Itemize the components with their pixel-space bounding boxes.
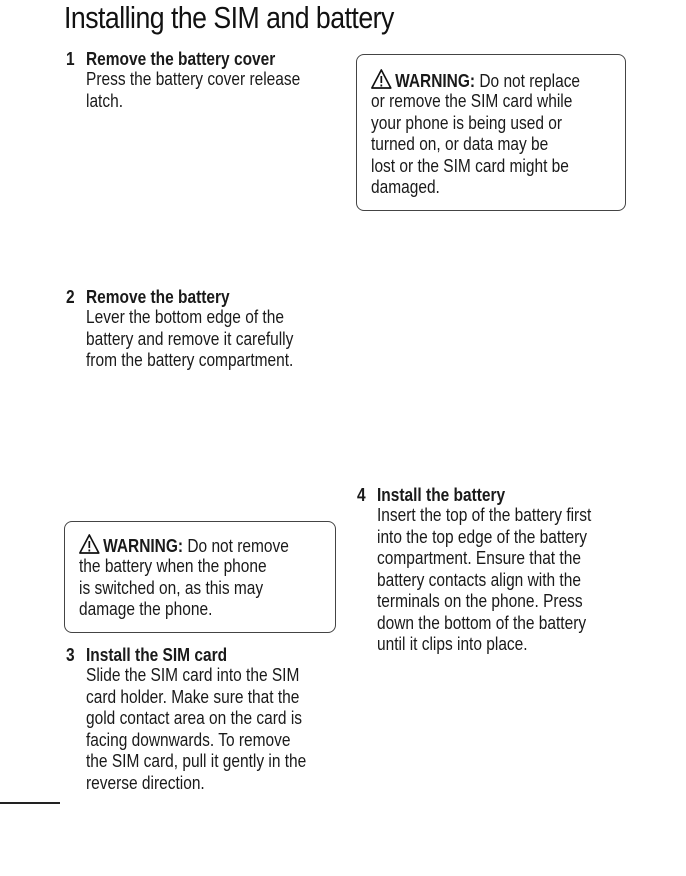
step-text-line: latch.: [86, 90, 124, 111]
step-text-line: the SIM card, pull it gently in the: [86, 751, 307, 771]
step-text-line: compartment. Ensure that the: [377, 548, 581, 568]
step-number: 1: [66, 49, 75, 69]
page-title: Installing the SIM and battery: [64, 0, 394, 35]
warning-text: Do not replace: [475, 71, 581, 91]
step-title: Install the SIM card: [86, 645, 228, 665]
warning-label: WARNING:: [103, 536, 184, 556]
warning-text-line: turned on, or data may be: [371, 134, 549, 154]
step-2: [66, 287, 346, 377]
step-title: Remove the battery: [86, 287, 230, 307]
step-text-line: down the bottom of the battery: [377, 612, 587, 633]
step-4: [357, 485, 657, 660]
warning-box-sim: [356, 54, 626, 211]
warning-first-line: [371, 69, 580, 93]
step-title: Install the battery: [377, 485, 506, 505]
warning-text: Do not remove: [183, 536, 289, 556]
step-text-line: from the battery compartment.: [86, 350, 294, 370]
step-text-line: gold contact area on the card is: [86, 708, 302, 728]
warning-triangle-icon: [79, 534, 100, 554]
step-text-line: Insert the top of the battery first: [377, 505, 592, 525]
warning-text-line: or remove the SIM card while: [371, 91, 573, 111]
step-text-line: Press the battery cover release: [86, 69, 301, 89]
step-text-line: Lever the bottom edge of the: [86, 307, 284, 327]
step-1: [66, 49, 346, 119]
warning-text-line: your phone is being used or: [371, 112, 563, 133]
step-text-line: battery contacts align with the: [377, 569, 581, 590]
warning-text-line: lost or the SIM card might be: [371, 155, 569, 176]
warning-text-line: damage the phone.: [79, 599, 213, 619]
step-text-line: into the top edge of the battery: [377, 526, 588, 547]
warning-box-battery: [64, 521, 336, 633]
warning-label: WARNING:: [395, 71, 476, 91]
step-title: Remove the battery cover: [86, 49, 276, 69]
step-text-line: battery and remove it carefully: [86, 328, 294, 349]
warning-triangle-icon: [371, 69, 392, 89]
warning-text-line: is switched on, as this may: [79, 577, 264, 598]
step-text-line: facing downwards. To remove: [86, 729, 291, 750]
step-text-line: reverse direction.: [86, 772, 205, 793]
footer-rule: [0, 802, 60, 804]
step-text-line: until it clips into place.: [377, 634, 528, 654]
step-number: 4: [357, 485, 366, 505]
step-number: 3: [66, 645, 75, 665]
step-text-line: card holder. Make sure that the: [86, 686, 300, 707]
step-3: [66, 645, 356, 795]
warning-text-line: damaged.: [371, 177, 440, 197]
warning-first-line: [79, 534, 289, 558]
step-text-line: terminals on the phone. Press: [377, 591, 583, 611]
step-number: 2: [66, 287, 75, 307]
step-text-line: Slide the SIM card into the SIM: [86, 665, 300, 685]
warning-text-line: the battery when the phone: [79, 556, 267, 576]
